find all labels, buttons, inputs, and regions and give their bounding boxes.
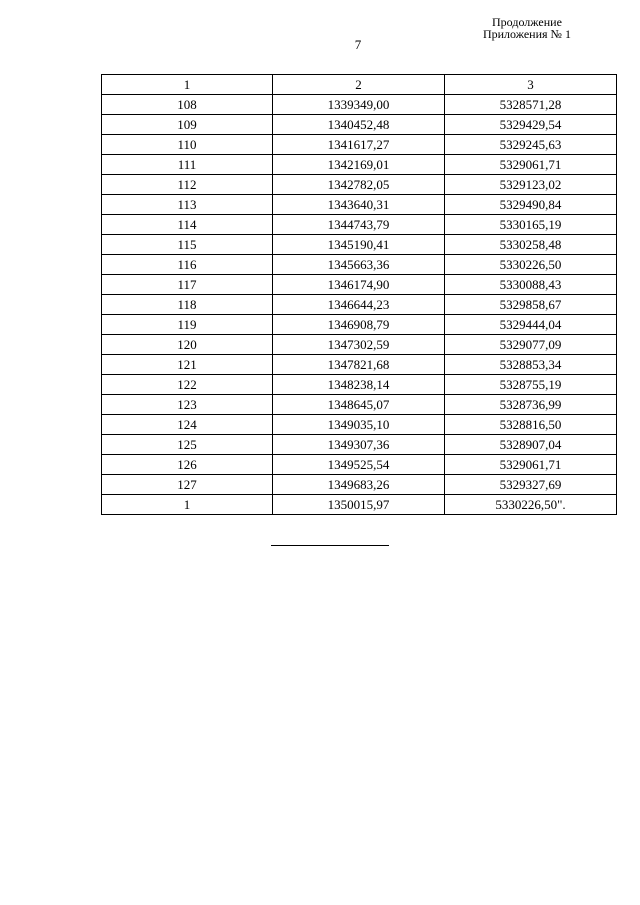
table-row bbox=[102, 135, 617, 155]
column-header: 2 bbox=[273, 75, 445, 95]
point-number-cell: 114 bbox=[102, 215, 273, 235]
point-number-cell: 110 bbox=[102, 135, 273, 155]
x-coordinate-cell: 1349683,26 bbox=[273, 475, 445, 495]
table-row bbox=[102, 195, 617, 215]
x-coordinate-cell: 1349307,36 bbox=[273, 435, 445, 455]
y-coordinate-cell: 5328736,99 bbox=[445, 395, 617, 415]
table-row bbox=[102, 215, 617, 235]
x-coordinate-cell: 1346174,90 bbox=[273, 275, 445, 295]
y-coordinate-cell: 5329245,63 bbox=[445, 135, 617, 155]
column-header: 1 bbox=[102, 75, 273, 95]
table-row bbox=[102, 495, 617, 515]
x-coordinate-cell: 1342169,01 bbox=[273, 155, 445, 175]
point-number-cell: 126 bbox=[102, 455, 273, 475]
y-coordinate-cell: 5329123,02 bbox=[445, 175, 617, 195]
table-row bbox=[102, 355, 617, 375]
point-number-cell: 117 bbox=[102, 275, 273, 295]
point-number-cell: 113 bbox=[102, 195, 273, 215]
y-coordinate-cell: 5328816,50 bbox=[445, 415, 617, 435]
y-coordinate-cell: 5328907,04 bbox=[445, 435, 617, 455]
point-number-cell: 119 bbox=[102, 315, 273, 335]
y-coordinate-cell: 5329061,71 bbox=[445, 155, 617, 175]
point-number-cell: 108 bbox=[102, 95, 273, 115]
point-number-cell: 127 bbox=[102, 475, 273, 495]
point-number-cell: 111 bbox=[102, 155, 273, 175]
table-row bbox=[102, 275, 617, 295]
y-coordinate-cell: 5329327,69 bbox=[445, 475, 617, 495]
point-number-cell: 115 bbox=[102, 235, 273, 255]
column-header: 3 bbox=[445, 75, 617, 95]
y-coordinate-cell: 5329077,09 bbox=[445, 335, 617, 355]
point-number-cell: 123 bbox=[102, 395, 273, 415]
y-coordinate-cell: 5329429,54 bbox=[445, 115, 617, 135]
x-coordinate-cell: 1346908,79 bbox=[273, 315, 445, 335]
y-coordinate-cell: 5330088,43 bbox=[445, 275, 617, 295]
y-coordinate-cell: 5328755,19 bbox=[445, 375, 617, 395]
table-row bbox=[102, 415, 617, 435]
y-coordinate-cell: 5329858,67 bbox=[445, 295, 617, 315]
point-number-cell: 121 bbox=[102, 355, 273, 375]
point-number-cell: 118 bbox=[102, 295, 273, 315]
x-coordinate-cell: 1348645,07 bbox=[273, 395, 445, 415]
continuation-note bbox=[483, 16, 571, 40]
table-row bbox=[102, 175, 617, 195]
x-coordinate-cell: 1341617,27 bbox=[273, 135, 445, 155]
y-coordinate-cell: 5330165,19 bbox=[445, 215, 617, 235]
y-coordinate-cell: 5328571,28 bbox=[445, 95, 617, 115]
point-number-cell: 1 bbox=[102, 495, 273, 515]
x-coordinate-cell: 1342782,05 bbox=[273, 175, 445, 195]
x-coordinate-cell: 1340452,48 bbox=[273, 115, 445, 135]
continuation-line-2: Приложения № 1 bbox=[482, 27, 571, 41]
continuation-line-1: Продолжение bbox=[492, 15, 562, 29]
point-number-cell: 112 bbox=[102, 175, 273, 195]
y-coordinate-cell: 5328853,34 bbox=[445, 355, 617, 375]
table-row bbox=[102, 115, 617, 135]
table-row bbox=[102, 315, 617, 335]
x-coordinate-cell: 1350015,97 bbox=[273, 495, 445, 515]
table-row bbox=[102, 295, 617, 315]
y-coordinate-cell: 5330226,50". bbox=[445, 495, 617, 515]
point-number-cell: 122 bbox=[102, 375, 273, 395]
x-coordinate-cell: 1345663,36 bbox=[273, 255, 445, 275]
x-coordinate-cell: 1349035,10 bbox=[273, 415, 445, 435]
table-row bbox=[102, 335, 617, 355]
point-number-cell: 120 bbox=[102, 335, 273, 355]
table-row bbox=[102, 255, 617, 275]
y-coordinate-cell: 5329490,84 bbox=[445, 195, 617, 215]
table-row bbox=[102, 475, 617, 495]
table-row bbox=[102, 95, 617, 115]
y-coordinate-cell: 5330226,50 bbox=[445, 255, 617, 275]
point-number-cell: 109 bbox=[102, 115, 273, 135]
x-coordinate-cell: 1348238,14 bbox=[273, 375, 445, 395]
x-coordinate-cell: 1344743,79 bbox=[273, 215, 445, 235]
end-divider-line bbox=[271, 545, 389, 546]
table-row bbox=[102, 235, 617, 255]
point-number-cell: 116 bbox=[102, 255, 273, 275]
table-row bbox=[102, 155, 617, 175]
coordinates-table bbox=[101, 74, 617, 515]
x-coordinate-cell: 1347821,68 bbox=[273, 355, 445, 375]
y-coordinate-cell: 5329061,71 bbox=[445, 455, 617, 475]
table-row bbox=[102, 435, 617, 455]
table-row bbox=[102, 455, 617, 475]
y-coordinate-cell: 5329444,04 bbox=[445, 315, 617, 335]
y-coordinate-cell: 5330258,48 bbox=[445, 235, 617, 255]
table-row bbox=[102, 375, 617, 395]
point-number-cell: 125 bbox=[102, 435, 273, 455]
x-coordinate-cell: 1349525,54 bbox=[273, 455, 445, 475]
x-coordinate-cell: 1343640,31 bbox=[273, 195, 445, 215]
table-header-row bbox=[102, 75, 617, 95]
table-row bbox=[102, 395, 617, 415]
x-coordinate-cell: 1347302,59 bbox=[273, 335, 445, 355]
x-coordinate-cell: 1346644,23 bbox=[273, 295, 445, 315]
x-coordinate-cell: 1345190,41 bbox=[273, 235, 445, 255]
point-number-cell: 124 bbox=[102, 415, 273, 435]
page-number: 7 bbox=[354, 37, 362, 52]
x-coordinate-cell: 1339349,00 bbox=[273, 95, 445, 115]
